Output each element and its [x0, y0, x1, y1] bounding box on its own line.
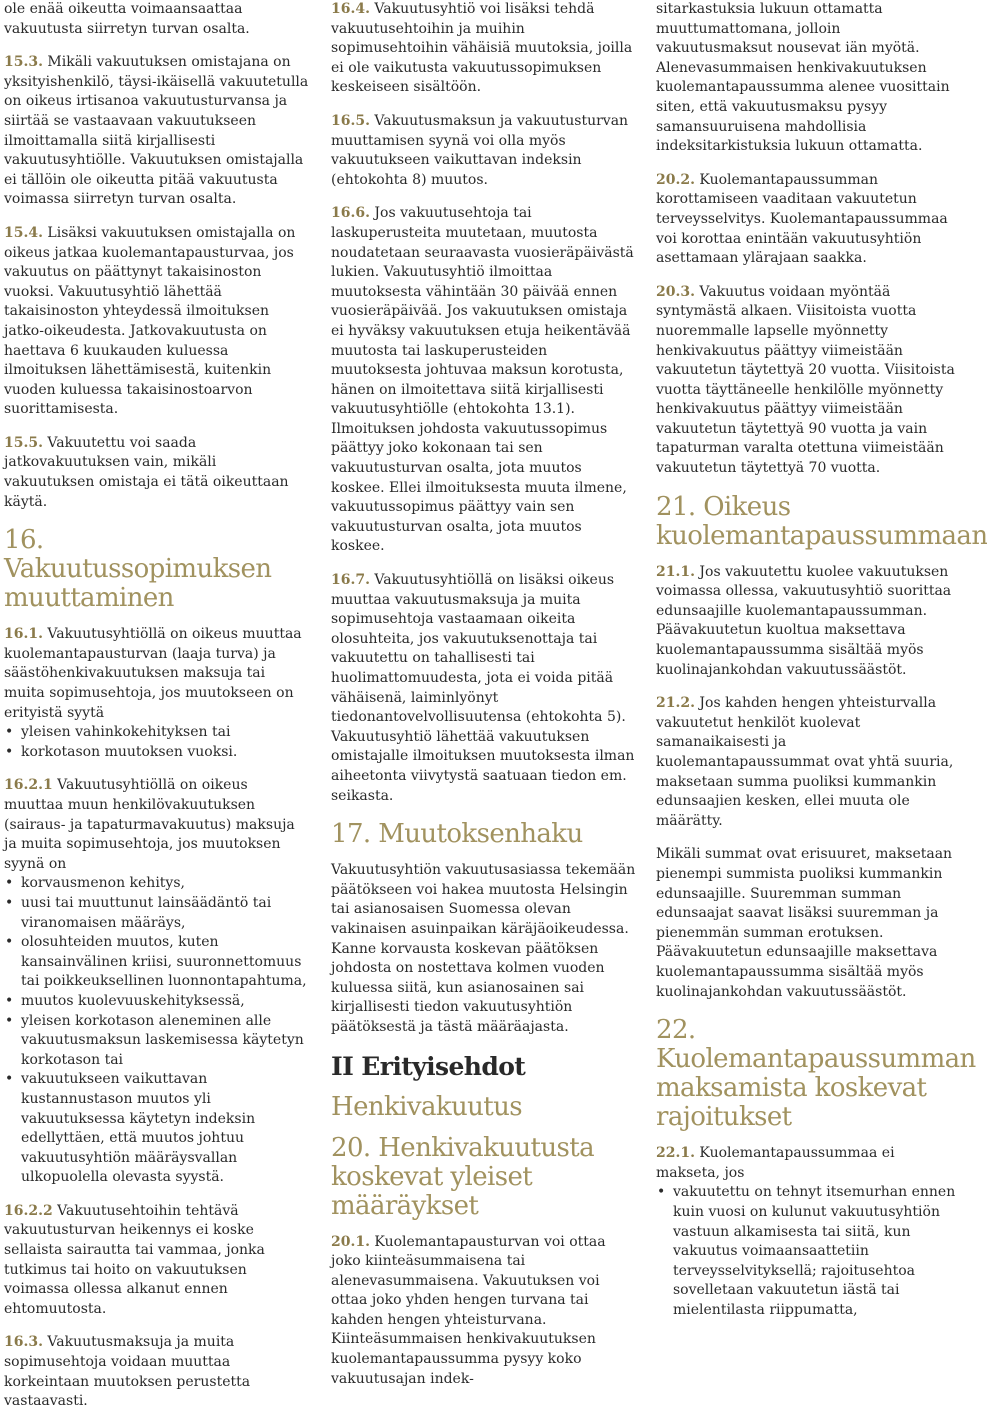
paragraph — [4, 776, 309, 874]
clause-number: 20.1. — [331, 1233, 370, 1250]
paragraph — [331, 112, 637, 190]
list-item: • yleisen vahinkokehityksen tai — [4, 723, 309, 743]
clause-number: 20.2. — [656, 171, 695, 188]
list-item: • korvausmenon kehitys, — [4, 874, 309, 894]
paragraph-text: Vakuutusyhtiö voi lisäksi tehdä vakuutusehtoihin ja muihin sopimusehtoihin vähäisiä muutoksia, joilla ei ole vaikutusta vakuutussopimuksen keskeiseen sisältöön. — [331, 1, 633, 96]
clause-number: 16.3. — [4, 1334, 43, 1351]
paragraph-text: Kuolemantapausturvan voi ottaa joko kiinteäsummaisena tai alenevasummaisena. Vakuutuksen voi ottaa joko yhden hengen turvana tai kahden hengen yhteisturvana. Kiinteäsummaisen henkivakuutuksen kuolemantapaussumma pysyy koko vakuutusajan indek- — [331, 1233, 606, 1387]
clause-number: 15.4. — [4, 224, 43, 241]
clause-number: 16.6. — [331, 205, 370, 222]
text-column-2 — [331, 0, 637, 1387]
clause-number: 16.2.1 — [4, 777, 53, 794]
paragraph — [331, 861, 637, 1037]
paragraph-text: Kuolemantapaussumman korottamiseen vaaditaan vakuutetun terveysselvitys. Kuolemantapaussummaa voi korottaa enintään vakuutusyhtiön asettamaan ylärajaan saakka. — [656, 171, 948, 267]
paragraph-text: Vakuutusyhtiöllä on oikeus muuttaa kuolemantapausturvan (laaja turva) ja säästöhenkivakuutuksen maksuja tai muita sopimusehtoja, jos muutokseen on erityistä syytä — [4, 626, 302, 721]
paragraph-text: sitarkastuksia lukuun ottamatta muuttumattomana, jolloin vakuutusmaksut nousevat iän myötä. Alenevasummaisen henkivakuutuksen kuolemantapaussumma alenee vuosittain siten, että vakuutusmaksu pysyy samansuuruisena mahdollisia indeksitarkistuksia lukuun ottamatta. — [656, 1, 950, 155]
paragraph — [656, 171, 956, 269]
paragraph — [4, 0, 309, 39]
paragraph-text: Vakuutusmaksuja ja muita sopimusehtoja voidaan muuttaa korkeintaan muutoksen perustetta vastaavasti. — [4, 1334, 251, 1410]
paragraph-text: ole enää oikeutta voimaansaattaa vakuutusta siirretyn turvan osalta. — [4, 1, 250, 37]
section-heading: II Erityisehdot — [331, 1051, 526, 1081]
paragraph-text: Vakuutusmaksun ja vakuutusturvan muuttamisen syynä voi olla myös vakuutukseen vaikuttavan indeksin (ehtokohta 8) muutos. — [331, 112, 629, 188]
clause-number: 16.7. — [331, 572, 370, 589]
paragraph-text: Jos vakuutusehtoja tai laskuperusteita muutetaan, muutosta noudatetaan seuraavasta vuosieräpäivästä lukien. Vakuutusyhtiö ilmoittaa muutoksesta vähintään 30 päivää ennen vuosieräpäivää. Jos vakuutuksen omistaja ei hyväksy vakuutuksen etuja heikentävää muutosta tai laskuperusteiden muutoksesta johtuvaa maksun korotusta, hänen on ilmoitettava siitä kirjallisesti vakuutusyhtiölle (ehtokohta 13.1). Ilmoituksen johdosta vakuutussopimus päättyy joko kokonaan tai sen vakuutusturvan osalta, jota muutos koskee. Ellei ilmoituksesta muuta ilmene, vakuutussopimus päättyy vain sen vakuutusturvan osalta, jota muutos koskee. — [331, 205, 634, 555]
paragraph — [4, 1333, 309, 1411]
clause-number: 20.3. — [656, 283, 695, 300]
paragraph — [4, 625, 309, 723]
list-item: • vakuutukseen vaikuttavan kustannustason muutos yli vakuutuksessa käytetyn indeksin edellyttäen, että muutos johtuu vakuutusyhtiön määräysvallan ulkopuolella olevasta syystä. — [4, 1070, 309, 1188]
paragraph — [656, 845, 956, 1002]
paragraph — [656, 283, 956, 479]
section-heading: 20. Henkivakuutusta koskevat yleiset määräykset — [331, 1132, 595, 1221]
paragraph — [656, 0, 956, 157]
paragraph-text: Jos vakuutettu kuolee vakuutuksen voimassa ollessa, vakuutusyhtiö suorittaa edunsaajille kuolemantapaussumman. Päävakuutetun kuoltua maksettava kuolemantapaussumma sisältää myös kuolinajankohdan vakuutussäästöt. — [656, 563, 952, 678]
section-heading: Henkivakuutus — [331, 1091, 523, 1122]
list-item: • olosuhteiden muutos, kuten kansainvälinen kriisi, suuronnettomuus tai poikkeuksellinen luonnontapahtuma, — [4, 933, 309, 992]
section-heading: 21. Oikeus kuolemantapaussummaan — [656, 491, 987, 551]
clause-number: 21.1. — [656, 563, 695, 580]
paragraph-text: Jos kahden hengen yhteisturvalla vakuutetut henkilöt kuolevat samanaikaisesti ja kuolemantapaussummat ovat yhtä suuria, maksetaan summa puoliksi kummankin edunsaajien kesken, ellei muuta ole määrätty. — [656, 695, 954, 829]
clause-number: 16.2.2 — [4, 1202, 53, 1219]
list-item: • vakuutettu on tehnyt itsemurhan ennen kuin vuosi on kulunut vakuutusyhtiön vastuun alkamisesta tai siitä, kun vakuutus voimaansaattetiin terveysselvityksellä; rajoitusehtoa sovelletaan vakuutetun iästä tai mielentilasta riippumatta, — [656, 1183, 956, 1320]
bullet-list — [656, 1183, 956, 1320]
section-heading: 22. Kuolemantapaussumman maksamista koskevat rajoitukset — [656, 1015, 976, 1133]
paragraph-text: Vakuutusyhtiöllä on oikeus muuttaa muun henkilövakuutuksen (sairaus- ja tapaturmavakuutus) maksuja ja muita sopimusehtoja, jos muutoksen syynä on — [4, 777, 295, 872]
paragraph — [4, 53, 309, 210]
paragraph — [4, 434, 309, 512]
paragraph — [656, 1144, 956, 1183]
clause-number: 16.1. — [4, 626, 43, 643]
paragraph-text: Mikäli summat ovat erisuuret, maksetaan pienempi summista puoliksi kummankin edunsaajille. Suuremman summan edunsaajat saavat lisäksi suuremman ja pienemmän summan erotuksen. Päävakuutetun edunsaajille maksettava kuolemantapaussumma sisältää myös kuolinajankohdan vakuutussäästöt. — [656, 846, 953, 1000]
bullet-list — [4, 874, 309, 1188]
text-column-3 — [656, 0, 987, 1360]
list-item: • korkotason muutoksen vuoksi. — [4, 743, 309, 763]
paragraph-text: Mikäli vakuutuksen omistajana on yksityishenkilö, täysi-ikäisellä vakuutetulla on oikeus irtisanoa vakuutusturvansa ja siirtää se vastaavaan vakuutukseen ilmoittamalla siitä kirjallisesti vakuutusyhtiölle. Vakuutuksen omistajalla ei tällöin ole oikeutta pitää vakuutusta voimassa siirretyn turvan osalta. — [4, 54, 309, 208]
clause-number: 15.3. — [4, 54, 43, 71]
list-item: • muutos kuolevuuskehityksessä, — [4, 992, 309, 1012]
paragraph-text: Vakuutusyhtiön vakuutusasiassa tekemään päätökseen voi hakea muutosta Helsingin tai asianosaisen Suomessa olevan vakinaisen asuinpaikan käräjäoikeudessa. Kanne korvausta koskevan päätöksen johdosta on nostettava kolmen vuoden kuluessa siitä, kun asianosainen sai kirjallisesti tiedon vakuutusyhtiön päätöksestä ja tästä määräajasta. — [331, 862, 636, 1035]
clause-number: 15.5. — [4, 434, 43, 451]
list-item: • yleisen korkotason aleneminen alle vakuutusmaksun laskemisessa käytetyn korkotason tai — [4, 1012, 309, 1071]
paragraph-text: Vakuutusyhtiöllä on lisäksi oikeus muuttaa vakuutusmaksuja ja muita sopimusehtoja vastaamaan oikeita olosuhteita, jos vakuutuksenottaja tai vakuutettu on tahallisesti tai huolimattomuudesta, jota ei voida pitää vähäisenä, laiminlyönyt tiedonantovelvollisuutensa (ehtokohta 5). Vakuutusyhtiö lähettää vakuutuksen omistajalle ilmoituksen muutoksesta ilman aiheetonta viivytystä saatuaan tiedon em. seikasta. — [331, 572, 635, 804]
clause-number: 16.5. — [331, 112, 370, 129]
paragraph-text: Lisäksi vakuutuksen omistajalla on oikeus jatkaa kuolemantapausturvaa, jos vakuutus on päättynyt takaisinoston vuoksi. Vakuutusyhtiö lähettää takaisinoston yhteydessä ilmoituksen jatko-oikeudesta. Jatkovakuutusta on haettava 6 kuukauden kuluessa ilmoituksen lähettämisestä, kuitenkin vuoden kuluessa takaisinostoarvon suorittamisesta. — [4, 224, 296, 418]
section-heading: 17. Muutoksenhaku — [331, 819, 583, 850]
paragraph-text: Kuolemantapaussummaa ei makseta, jos — [656, 1145, 895, 1181]
clause-number: 22.1. — [656, 1145, 695, 1162]
paragraph-text: Vakuutettu voi saada jatkovakuutuksen vain, mikäli vakuutuksen omistaja ei tätä oikeuttaan käytä. — [4, 434, 289, 510]
paragraph-text: Vakuutus voidaan myöntää syntymästä alkaen. Viisitoista vuotta nuoremmalle lapselle myönnetty henkivakuutus päättyy viimeistään vakuutetun täytettyä 20 vuotta. Viisitoista vuotta täyttäneelle henkilölle myönnetty henkivakuutus päättyy viimeistään vakuutetun täytettyä 90 vuotta ja vain tapaturman varalta otettuna viimeistään vakuutetun täytettyä 70 vuotta. — [656, 283, 955, 477]
paragraph — [331, 571, 637, 806]
paragraph — [4, 224, 309, 420]
bullet-list — [4, 723, 309, 762]
list-item: • uusi tai muuttunut lainsäädäntö tai viranomaisen määräys, — [4, 894, 309, 933]
paragraph — [4, 1202, 309, 1320]
section-heading: 16. Vakuutussopimuksen muuttaminen — [4, 525, 272, 614]
clause-number: 21.2. — [656, 695, 695, 712]
paragraph — [331, 1233, 637, 1390]
paragraph — [331, 204, 637, 557]
paragraph — [331, 0, 637, 98]
clause-number: 16.4. — [331, 1, 370, 17]
paragraph-text: Vakuutusehtoihin tehtävä vakuutusturvan heikennys ei koske sellaista sairautta tai vammaa, jonka tutkimus tai hoito on vakuutuksen voimassa ollessa alkanut ennen ehtomuutosta. — [4, 1202, 265, 1317]
paragraph — [656, 694, 956, 831]
paragraph — [656, 563, 956, 681]
text-column-1 — [4, 0, 309, 1410]
